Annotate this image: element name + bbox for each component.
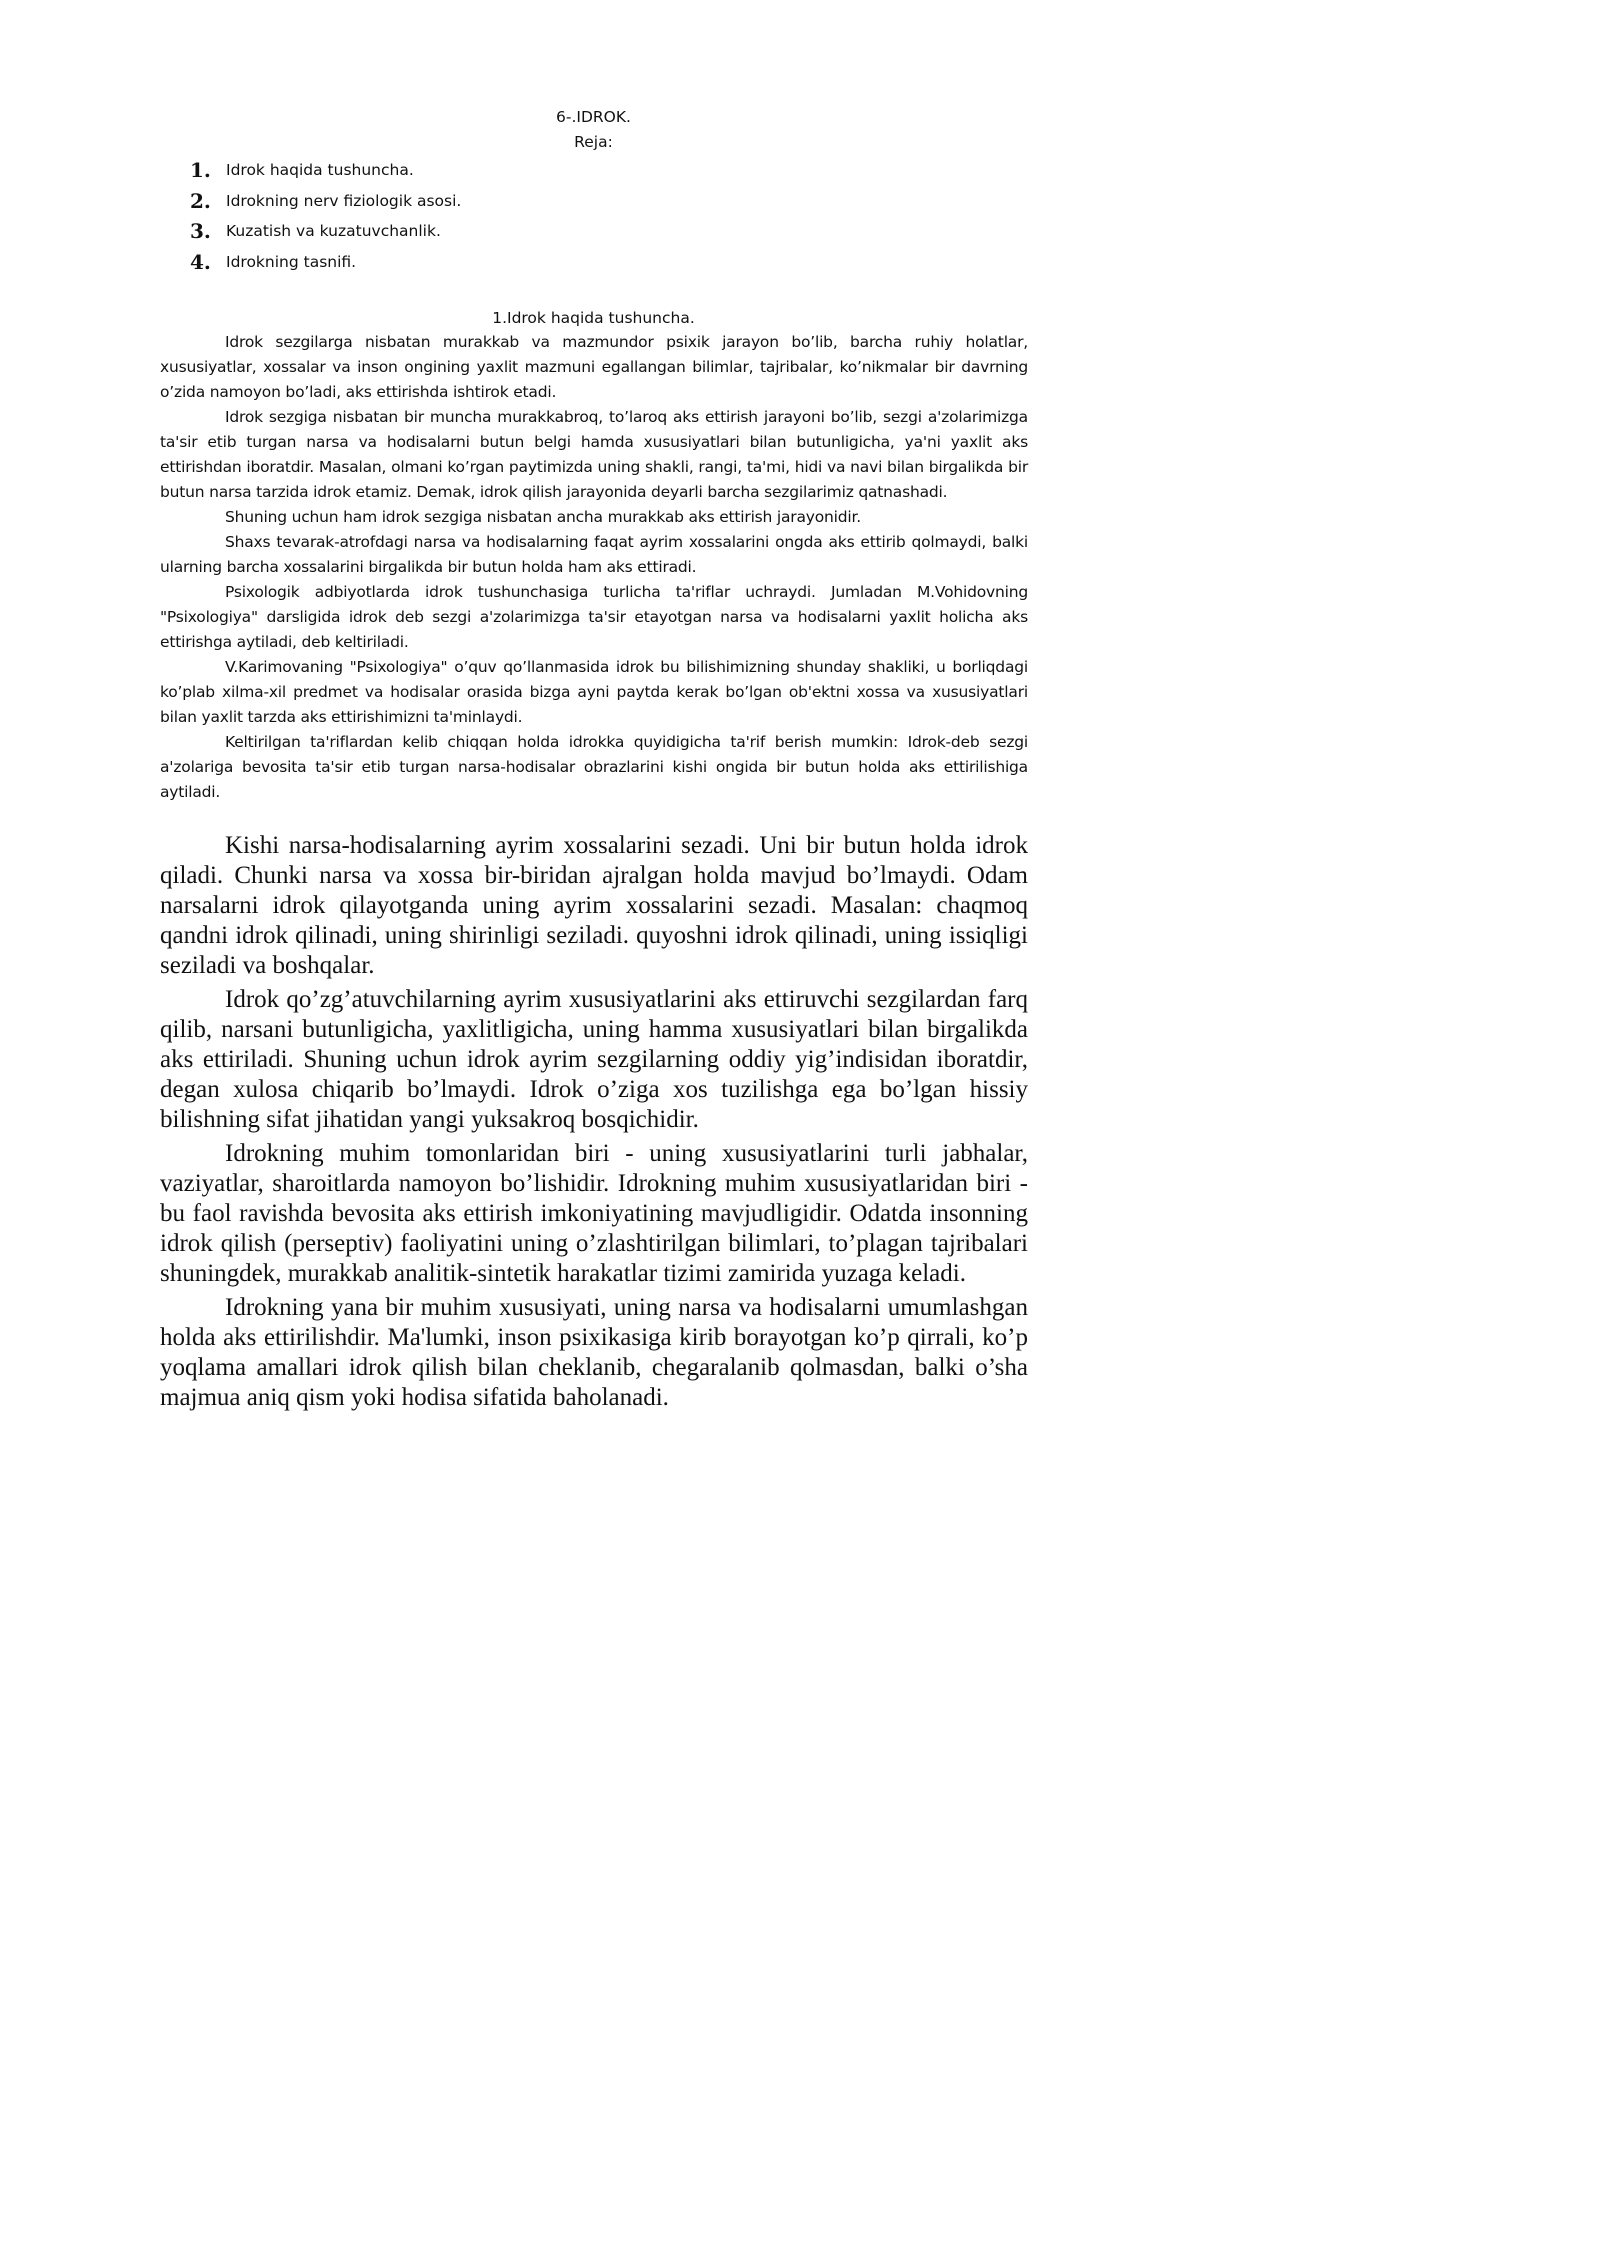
plan-item-text: Idrok haqida tushuncha. — [226, 161, 414, 180]
paragraph: Kishi narsa-hodisalarning ayrim xossalarini sezadi. Uni bir butun holda idrok qiladi. Chunki narsa va xossa bir-biridan ajralgan holda mavjud bo’lmaydi. Odam narsalarni idrok qilayotganda uning ayrim xossalarini sezadi. Masalan: chaqmoq qandni idrok qilinadi, uning shirinligi seziladi. quyoshni idrok qilinadi, uning issiqligi seziladi va boshqalar. — [160, 832, 1028, 979]
plan-item — [190, 155, 461, 186]
document-title: 6-.IDROK. — [556, 108, 631, 126]
plan-heading: Reja: — [574, 133, 613, 151]
section-title: 1.Idrok haqida tushuncha. — [492, 309, 695, 327]
plan-item — [190, 186, 461, 217]
body-text-sans — [160, 330, 1028, 805]
plan-item-text: Kuzatish va kuzatuvchanlik. — [226, 222, 441, 241]
paragraph: Shuning uchun ham idrok sezgiga nisbatan ancha murakkab aks ettirish jarayonidir. — [225, 508, 861, 526]
plan-item-number: 1. — [190, 158, 211, 183]
plan-item-number: 4. — [190, 249, 211, 274]
plan-item-number: 3. — [190, 219, 211, 244]
paragraph: V.Karimovaning "Psixologiya" o’quv qo’llanmasida idrok bu bilishimizning shunday shakliki, u borliqdagi ko’plab xilma-xil predmet va hodisalar orasida bizga ayni paytda kerak bo’lgan ob'ektni xossa va xususiyatlari bilan yaxlit tarzda aks ettirishimizni ta'minlaydi. — [160, 658, 1028, 726]
plan-item-text: Idrokning tasnifi. — [226, 252, 357, 271]
plan-item — [190, 216, 461, 247]
paragraph: Idrok sezgiga nisbatan bir muncha murakkabroq, to’laroq aks ettirish jarayoni bo’lib, sezgi a'zolarimizga ta'sir etib turgan narsa va hodisalarni butun belgi hamda xususiyatlari bilan butunligicha, ya'ni yaxlit aks ettirishdan iboratdir. Masalan, olmani ko’rgan paytimizda uning shakli, rangi, ta'mi, hidi va navi bilan birgalikda bir butun narsa tarzida idrok etamiz. Demak, idrok qilish jarayonida deyarli barcha sezgilarimiz qatnashadi. — [160, 408, 1028, 501]
paragraph: Psixologik adbiyotlarda idrok tushunchasiga turlicha ta'riflar uchraydi. Jumladan M.Vohidovning "Psixologiya" darsligida idrok deb sezgi a'zolarimizga ta'sir etayotgan narsa va hodisalarni yaxlit holicha aks ettirishga aytiladi, deb keltiriladi. — [160, 583, 1028, 651]
paragraph: Keltirilgan ta'riflardan kelib chiqqan holda idrokka quyidigicha ta'rif berish mumkin: Idrok-deb sezgi a'zolariga bevosita ta'sir etib turgan narsa-hodisalar obrazlarini kishi ongida bir butun holda aks ettirilishiga aytiladi. — [160, 733, 1028, 801]
paragraph: Idrok qo’zg’atuvchilarning ayrim xususiyatlarini aks ettiruvchi sezgilardan farq qilib, narsani butunligicha, yaxlitligicha, uning hamma xususiyatlari bilan birgalikda aks ettiriladi. Shuning uchun idrok ayrim sezgilarning oddiy yig’indisidan iboratdir, degan xulosa chiqarib bo’lmaydi. Idrok o’ziga xos tuzilishga ega bo’lgan hissiy bilishning sifat jihatidan yangi yuksakroq bosqichidir. — [160, 986, 1028, 1133]
body-text-serif — [160, 831, 1028, 1417]
paragraph: Idrokning muhim tomonlaridan biri - uning xususiyatlarini turli jabhalar, vaziyatlar, sharoitlarda namoyon bo’lishidir. Idrokning muhim xususiyatlaridan biri - bu faol ravishda bevosita aks ettirish imkoniyatining mavjudligidir. Odatda insonning idrok qilish (perseptiv) faoliyatini uning o’zlashtirilgan bilimlari, to’plagan tajribalari shuningdek, murakkab analitik-sintetik harakatlar tizimi zamirida yuzaga keladi. — [160, 1140, 1028, 1287]
plan-item-number: 2. — [190, 188, 211, 213]
plan-list — [190, 155, 461, 277]
plan-item-text: Idrokning nerv fiziologik asosi. — [226, 191, 462, 210]
plan-item — [190, 247, 461, 278]
document-page — [0, 0, 1107, 1566]
paragraph: Shaxs tevarak-atrofdagi narsa va hodisalarning faqat ayrim xossalarini ongda aks ettirib qolmaydi, balki ularning barcha xossalarini birgalikda bir butun holda ham aks ettiradi. — [160, 533, 1028, 576]
paragraph: Idrok sezgilarga nisbatan murakkab va mazmundor psixik jarayon bo’lib, barcha ruhiy holatlar, xususiyatlar, xossalar va inson ongining yaxlit mazmuni egallangan bilimlar, tajribalar, ko’nikmalar bir davrning o’zida namoyon bo’ladi, aks ettirishda ishtirok etadi. — [160, 333, 1028, 401]
paragraph: Idrokning yana bir muhim xususiyati, uning narsa va hodisalarni umumlashgan holda aks ettirilishdir. Ma'lumki, inson psixikasiga kirib borayotgan ko’p qirrali, ko’p yoqlama amallari idrok qilish bilan cheklanib, chegaralanib qolmasdan, balki o’sha majmua aniq qism yoki hodisa sifatida baholanadi. — [160, 1294, 1028, 1411]
